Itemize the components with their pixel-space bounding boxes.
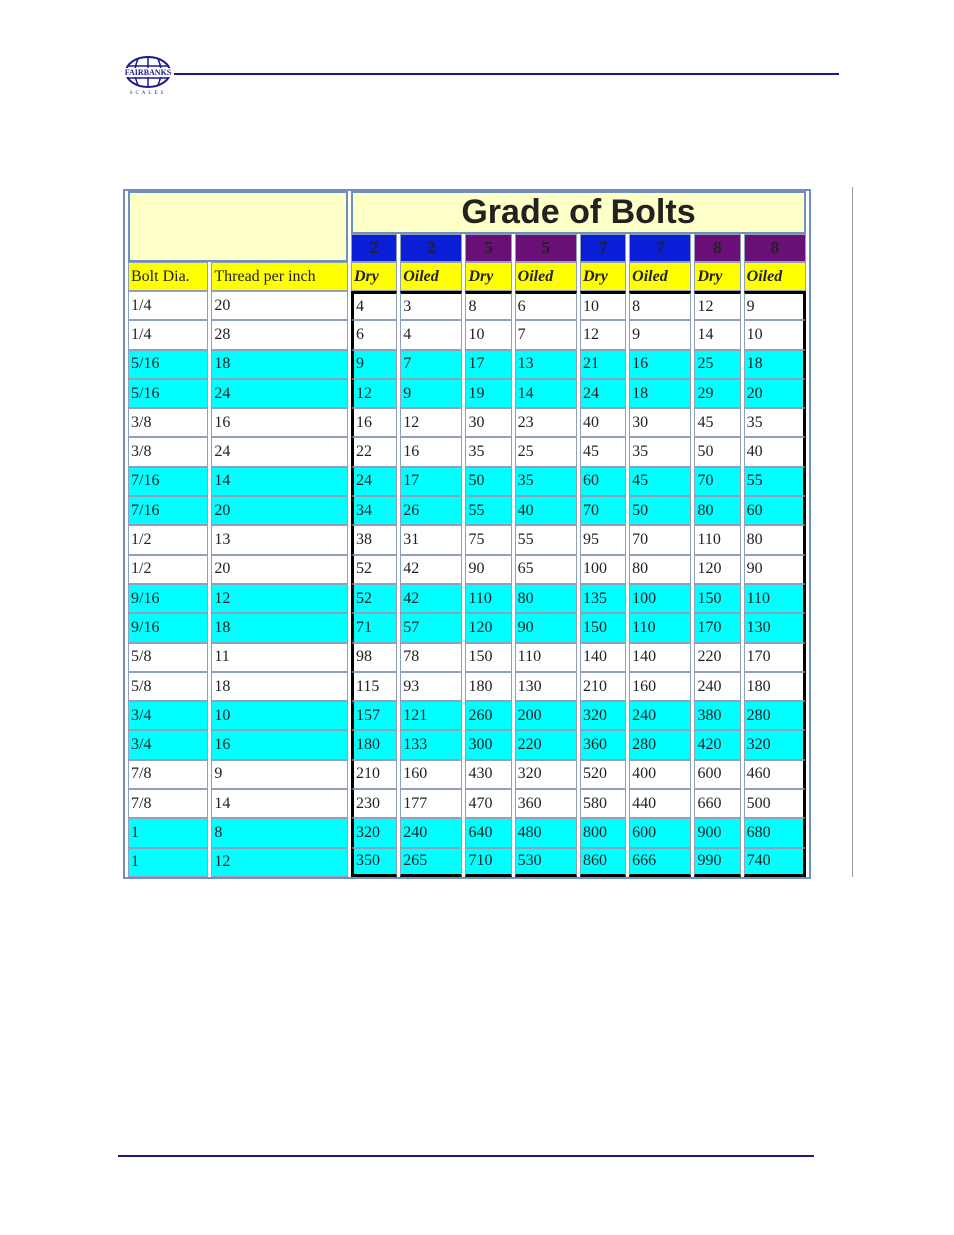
torque-value-cell: 35	[465, 437, 511, 466]
torque-value-cell: 75	[465, 525, 511, 554]
torque-value-cell: 135	[580, 584, 626, 613]
torque-value-cell: 71	[351, 613, 397, 642]
torque-value-cell: 22	[351, 437, 397, 466]
torque-value-cell: 17	[400, 467, 462, 496]
bolt-dia-cell: 1/2	[128, 525, 208, 554]
bolt-dia-cell: 3/8	[128, 437, 208, 466]
torque-value-cell: 30	[629, 408, 691, 437]
torque-value-cell: 70	[694, 467, 740, 496]
header-rule	[174, 73, 839, 75]
torque-value-cell: 13	[515, 350, 577, 379]
bolt-dia-cell: 5/8	[128, 672, 208, 701]
torque-value-cell: 160	[629, 672, 691, 701]
table-row	[128, 291, 806, 320]
torque-value-cell: 480	[515, 818, 577, 847]
table-row	[128, 760, 806, 789]
torque-value-cell: 210	[580, 672, 626, 701]
thread-per-inch-cell: 16	[211, 730, 348, 759]
torque-value-cell: 45	[580, 437, 626, 466]
torque-value-cell: 280	[744, 701, 806, 730]
torque-value-cell: 240	[694, 672, 740, 701]
torque-value-cell: 210	[351, 760, 397, 789]
thread-per-inch-cell: 28	[211, 320, 348, 349]
bolt-dia-cell: 3/4	[128, 730, 208, 759]
table-row	[128, 672, 806, 701]
thread-per-inch-cell: 9	[211, 760, 348, 789]
torque-value-cell: 18	[744, 350, 806, 379]
torque-value-cell: 710	[465, 848, 511, 877]
thread-per-inch-cell: 13	[211, 525, 348, 554]
table-title: Grade of Bolts	[351, 191, 806, 234]
torque-value-cell: 150	[465, 643, 511, 672]
table-row	[128, 613, 806, 642]
torque-value-cell: 18	[629, 379, 691, 408]
column-header-bolt-dia: Bolt Dia.	[128, 262, 208, 291]
torque-value-cell: 320	[580, 701, 626, 730]
fairbanks-logo	[120, 54, 176, 96]
torque-value-cell: 29	[694, 379, 740, 408]
bolt-dia-cell: 3/4	[128, 701, 208, 730]
torque-value-cell: 78	[400, 643, 462, 672]
torque-value-cell: 180	[465, 672, 511, 701]
torque-value-cell: 10	[580, 291, 626, 320]
torque-value-cell: 800	[580, 818, 626, 847]
column-header-thread-per-inch: Thread per inch	[211, 262, 348, 291]
bolt-dia-cell: 1/2	[128, 555, 208, 584]
torque-value-cell: 470	[465, 789, 511, 818]
column-header-dry: Dry	[465, 262, 511, 291]
torque-value-cell: 55	[744, 467, 806, 496]
table-row	[128, 496, 806, 525]
table-row	[128, 789, 806, 818]
bolt-dia-cell: 7/16	[128, 496, 208, 525]
table-row	[128, 437, 806, 466]
column-header-dry: Dry	[351, 262, 397, 291]
torque-value-cell: 9	[629, 320, 691, 349]
table-row	[128, 730, 806, 759]
torque-value-cell: 680	[744, 818, 806, 847]
torque-value-cell: 42	[400, 584, 462, 613]
torque-value-cell: 640	[465, 818, 511, 847]
torque-value-cell: 25	[694, 350, 740, 379]
torque-value-cell: 180	[744, 672, 806, 701]
torque-value-cell: 900	[694, 818, 740, 847]
torque-value-cell: 57	[400, 613, 462, 642]
torque-value-cell: 150	[580, 613, 626, 642]
torque-value-cell: 360	[515, 789, 577, 818]
thread-per-inch-cell: 16	[211, 408, 348, 437]
column-header-dry: Dry	[580, 262, 626, 291]
torque-value-cell: 3	[400, 291, 462, 320]
torque-value-cell: 12	[351, 379, 397, 408]
bolt-torque-table	[123, 189, 811, 879]
torque-value-cell: 14	[515, 379, 577, 408]
thread-per-inch-cell: 14	[211, 789, 348, 818]
torque-value-cell: 40	[744, 437, 806, 466]
grade-header: 8	[694, 234, 740, 262]
table-row	[128, 643, 806, 672]
torque-value-cell: 16	[400, 437, 462, 466]
torque-value-cell: 520	[580, 760, 626, 789]
torque-value-cell: 170	[694, 613, 740, 642]
torque-value-cell: 260	[465, 701, 511, 730]
torque-value-cell: 45	[629, 467, 691, 496]
torque-value-cell: 10	[465, 320, 511, 349]
thread-per-inch-cell: 10	[211, 701, 348, 730]
torque-value-cell: 4	[351, 291, 397, 320]
torque-value-cell: 130	[744, 613, 806, 642]
torque-value-cell: 50	[629, 496, 691, 525]
torque-value-cell: 120	[465, 613, 511, 642]
grade-header: 8	[744, 234, 806, 262]
torque-value-cell: 70	[580, 496, 626, 525]
grade-header: 7	[580, 234, 626, 262]
torque-value-cell: 12	[580, 320, 626, 349]
bolt-dia-cell: 1	[128, 848, 208, 877]
logo-text: FAIRBANKS	[124, 68, 172, 77]
torque-value-cell: 8	[629, 291, 691, 320]
torque-value-cell: 16	[629, 350, 691, 379]
footer-rule	[118, 1155, 814, 1157]
thread-per-inch-cell: 11	[211, 643, 348, 672]
torque-value-cell: 42	[400, 555, 462, 584]
column-header-oiled: Oiled	[629, 262, 691, 291]
thread-per-inch-cell: 20	[211, 291, 348, 320]
torque-value-cell: 16	[351, 408, 397, 437]
table-row	[128, 525, 806, 554]
torque-value-cell: 52	[351, 555, 397, 584]
torque-value-cell: 6	[351, 320, 397, 349]
torque-value-cell: 17	[465, 350, 511, 379]
torque-value-cell: 660	[694, 789, 740, 818]
torque-value-cell: 200	[515, 701, 577, 730]
bolt-dia-cell: 1/4	[128, 320, 208, 349]
torque-value-cell: 130	[515, 672, 577, 701]
bolt-dia-cell: 7/8	[128, 760, 208, 789]
torque-value-cell: 80	[694, 496, 740, 525]
torque-value-cell: 25	[515, 437, 577, 466]
torque-value-cell: 110	[515, 643, 577, 672]
table-row	[128, 555, 806, 584]
table-row	[128, 408, 806, 437]
torque-value-cell: 55	[515, 525, 577, 554]
column-label-row	[128, 262, 806, 291]
thread-per-inch-cell: 18	[211, 350, 348, 379]
thread-per-inch-cell: 20	[211, 555, 348, 584]
torque-value-cell: 7	[515, 320, 577, 349]
torque-value-cell: 4	[400, 320, 462, 349]
torque-value-cell: 440	[629, 789, 691, 818]
torque-value-cell: 80	[515, 584, 577, 613]
torque-value-cell: 360	[580, 730, 626, 759]
torque-value-cell: 40	[580, 408, 626, 437]
torque-value-cell: 80	[629, 555, 691, 584]
column-header-dry: Dry	[694, 262, 740, 291]
bolt-dia-cell: 5/16	[128, 350, 208, 379]
torque-value-cell: 60	[580, 467, 626, 496]
torque-value-cell: 280	[629, 730, 691, 759]
torque-value-cell: 12	[400, 408, 462, 437]
torque-value-cell: 80	[744, 525, 806, 554]
torque-value-cell: 580	[580, 789, 626, 818]
torque-value-cell: 110	[694, 525, 740, 554]
torque-value-cell: 220	[694, 643, 740, 672]
torque-value-cell: 31	[400, 525, 462, 554]
bolt-dia-cell: 3/8	[128, 408, 208, 437]
torque-value-cell: 740	[744, 848, 806, 877]
torque-value-cell: 100	[580, 555, 626, 584]
torque-value-cell: 35	[515, 467, 577, 496]
torque-value-cell: 90	[465, 555, 511, 584]
torque-value-cell: 14	[694, 320, 740, 349]
torque-value-cell: 12	[694, 291, 740, 320]
grade-header: 7	[629, 234, 691, 262]
torque-value-cell: 35	[629, 437, 691, 466]
torque-value-cell: 8	[465, 291, 511, 320]
torque-value-cell: 160	[400, 760, 462, 789]
torque-value-cell: 70	[629, 525, 691, 554]
torque-value-cell: 93	[400, 672, 462, 701]
torque-value-cell: 115	[351, 672, 397, 701]
grade-header: 2	[400, 234, 462, 262]
torque-value-cell: 666	[629, 848, 691, 877]
table-row	[128, 701, 806, 730]
torque-value-cell: 530	[515, 848, 577, 877]
torque-value-cell: 133	[400, 730, 462, 759]
column-header-oiled: Oiled	[400, 262, 462, 291]
thread-per-inch-cell: 20	[211, 496, 348, 525]
torque-value-cell: 157	[351, 701, 397, 730]
torque-value-cell: 320	[744, 730, 806, 759]
torque-value-cell: 121	[400, 701, 462, 730]
column-header-oiled: Oiled	[515, 262, 577, 291]
torque-value-cell: 120	[694, 555, 740, 584]
table-row	[128, 350, 806, 379]
table-row	[128, 818, 806, 847]
torque-value-cell: 380	[694, 701, 740, 730]
torque-value-cell: 140	[580, 643, 626, 672]
torque-value-cell: 110	[629, 613, 691, 642]
torque-value-cell: 19	[465, 379, 511, 408]
torque-value-cell: 23	[515, 408, 577, 437]
thread-per-inch-cell: 14	[211, 467, 348, 496]
torque-value-cell: 100	[629, 584, 691, 613]
bolt-dia-cell: 5/16	[128, 379, 208, 408]
torque-value-cell: 65	[515, 555, 577, 584]
torque-value-cell: 240	[400, 818, 462, 847]
torque-value-cell: 500	[744, 789, 806, 818]
bolt-dia-cell: 7/16	[128, 467, 208, 496]
torque-value-cell: 40	[515, 496, 577, 525]
torque-value-cell: 600	[629, 818, 691, 847]
torque-value-cell: 21	[580, 350, 626, 379]
grade-header: 5	[465, 234, 511, 262]
torque-value-cell: 50	[694, 437, 740, 466]
thread-per-inch-cell: 24	[211, 379, 348, 408]
thread-per-inch-cell: 12	[211, 848, 348, 877]
torque-value-cell: 90	[744, 555, 806, 584]
torque-value-cell: 320	[351, 818, 397, 847]
column-header-oiled: Oiled	[744, 262, 806, 291]
thread-per-inch-cell: 8	[211, 818, 348, 847]
torque-value-cell: 55	[465, 496, 511, 525]
torque-value-cell: 52	[351, 584, 397, 613]
right-margin-rule	[852, 187, 853, 877]
torque-value-cell: 35	[744, 408, 806, 437]
torque-value-cell: 45	[694, 408, 740, 437]
torque-value-cell: 34	[351, 496, 397, 525]
torque-value-cell: 38	[351, 525, 397, 554]
torque-value-cell: 60	[744, 496, 806, 525]
bolt-torque-table-container	[123, 189, 811, 877]
torque-value-cell: 26	[400, 496, 462, 525]
bolt-dia-cell: 5/8	[128, 643, 208, 672]
torque-value-cell: 9	[744, 291, 806, 320]
torque-value-cell: 98	[351, 643, 397, 672]
torque-value-cell: 400	[629, 760, 691, 789]
torque-value-cell: 110	[744, 584, 806, 613]
torque-value-cell: 180	[351, 730, 397, 759]
thread-per-inch-cell: 18	[211, 672, 348, 701]
bolt-dia-cell: 7/8	[128, 789, 208, 818]
torque-value-cell: 420	[694, 730, 740, 759]
torque-value-cell: 220	[515, 730, 577, 759]
torque-value-cell: 24	[351, 467, 397, 496]
torque-value-cell: 320	[515, 760, 577, 789]
torque-value-cell: 150	[694, 584, 740, 613]
bolt-dia-cell: 1/4	[128, 291, 208, 320]
torque-value-cell: 460	[744, 760, 806, 789]
torque-value-cell: 24	[580, 379, 626, 408]
torque-value-cell: 230	[351, 789, 397, 818]
torque-value-cell: 6	[515, 291, 577, 320]
table-row	[128, 379, 806, 408]
grade-header: 5	[515, 234, 577, 262]
bolt-dia-cell: 1	[128, 818, 208, 847]
torque-value-cell: 50	[465, 467, 511, 496]
torque-value-cell: 177	[400, 789, 462, 818]
torque-value-cell: 860	[580, 848, 626, 877]
thread-per-inch-cell: 18	[211, 613, 348, 642]
torque-value-cell: 140	[629, 643, 691, 672]
torque-value-cell: 20	[744, 379, 806, 408]
torque-value-cell: 95	[580, 525, 626, 554]
grade-header: 2	[351, 234, 397, 262]
torque-value-cell: 170	[744, 643, 806, 672]
torque-value-cell: 90	[515, 613, 577, 642]
table-row	[128, 467, 806, 496]
table-row	[128, 848, 806, 877]
torque-value-cell: 9	[400, 379, 462, 408]
table-row	[128, 320, 806, 349]
logo-subtext: SCALES	[129, 91, 167, 96]
table-row	[128, 584, 806, 613]
torque-value-cell: 240	[629, 701, 691, 730]
torque-value-cell: 430	[465, 760, 511, 789]
torque-value-cell: 110	[465, 584, 511, 613]
torque-value-cell: 10	[744, 320, 806, 349]
torque-value-cell: 600	[694, 760, 740, 789]
torque-value-cell: 990	[694, 848, 740, 877]
torque-value-cell: 9	[351, 350, 397, 379]
bolt-dia-cell: 9/16	[128, 613, 208, 642]
torque-value-cell: 350	[351, 848, 397, 877]
torque-value-cell: 265	[400, 848, 462, 877]
table-corner-cell	[128, 191, 348, 262]
thread-per-inch-cell: 24	[211, 437, 348, 466]
torque-value-cell: 7	[400, 350, 462, 379]
torque-value-cell: 30	[465, 408, 511, 437]
torque-value-cell: 300	[465, 730, 511, 759]
thread-per-inch-cell: 12	[211, 584, 348, 613]
bolt-dia-cell: 9/16	[128, 584, 208, 613]
